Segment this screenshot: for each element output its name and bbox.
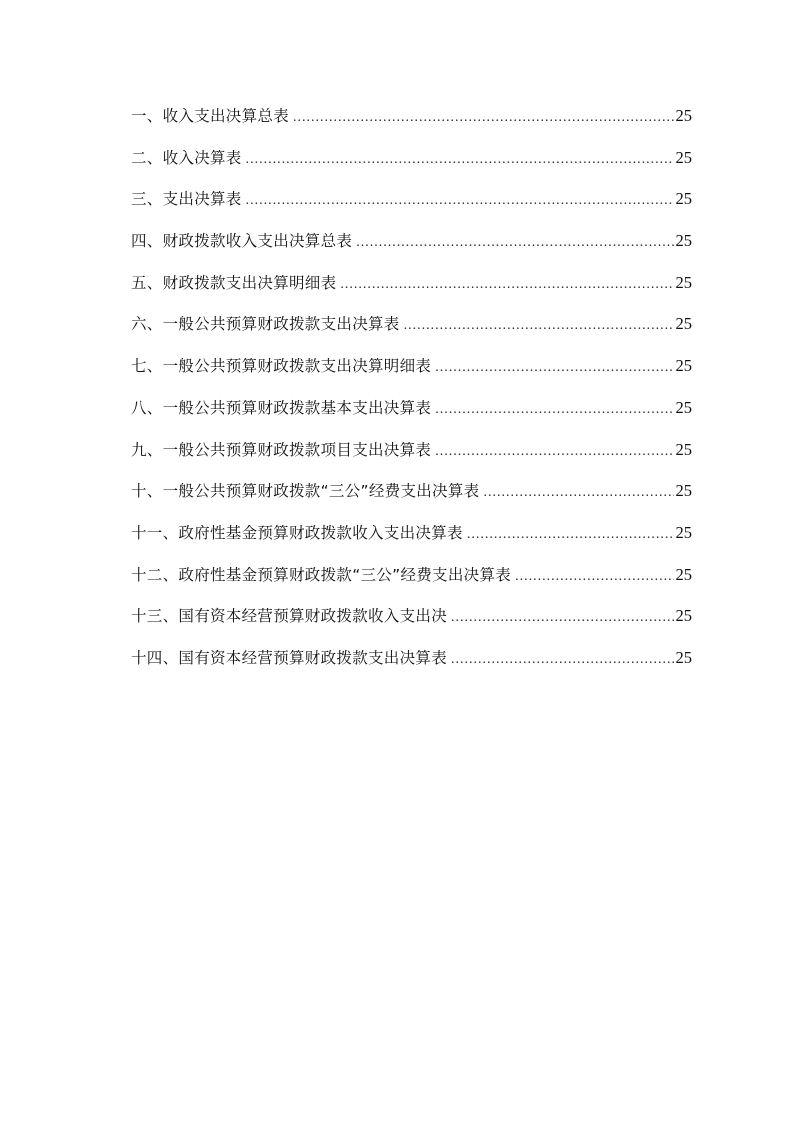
toc-entry-page-number: 25	[675, 606, 692, 626]
toc-entry-page-number: 25	[675, 481, 692, 501]
toc-entry-page-number: 25	[675, 647, 692, 667]
toc-entry-title: 二、收入决算表	[131, 148, 242, 167]
toc-dot-leader	[483, 477, 673, 508]
toc-entry-title: 三、支出决算表	[131, 190, 242, 209]
toc-dot-leader	[246, 185, 674, 216]
toc-entry-title: 八、一般公共预算财政拨款基本支出决算表	[131, 398, 432, 417]
toc-dot-leader	[435, 394, 673, 425]
toc-entry-page-number: 25	[675, 397, 692, 417]
toc-entry[interactable]	[131, 434, 692, 476]
toc-entry-title: 六、一般公共预算财政拨款支出决算表	[131, 315, 400, 334]
toc-dot-leader	[451, 602, 673, 633]
table-of-contents	[131, 100, 692, 684]
toc-entry[interactable]	[131, 600, 692, 642]
toc-dot-leader	[451, 644, 673, 675]
toc-entry-page-number: 25	[675, 147, 692, 167]
toc-entry-page-number: 25	[675, 564, 692, 584]
toc-entry[interactable]	[131, 350, 692, 392]
toc-dot-leader	[356, 227, 673, 258]
toc-entry-title: 一、收入支出决算总表	[131, 107, 290, 125]
toc-entry-title: 四、财政拨款收入支出决算总表	[131, 232, 353, 251]
toc-entry-page-number: 25	[675, 522, 692, 542]
toc-entry-page-number: 25	[675, 272, 692, 292]
toc-dot-leader	[467, 519, 674, 550]
toc-dot-leader	[404, 310, 674, 341]
toc-entry[interactable]	[131, 559, 692, 601]
toc-entry-page-number: 25	[675, 189, 692, 209]
toc-entry-title: 十、一般公共预算财政拨款“三公”经费支出决算表	[131, 482, 480, 501]
toc-dot-leader	[435, 436, 673, 467]
toc-entry[interactable]	[131, 267, 692, 309]
toc-entry[interactable]	[131, 392, 692, 434]
toc-entry-page-number: 25	[675, 439, 692, 459]
toc-dot-leader	[293, 102, 673, 133]
toc-entry[interactable]	[131, 225, 692, 267]
toc-entry[interactable]	[131, 100, 692, 142]
toc-entry-page-number: 25	[675, 231, 692, 251]
toc-entry-page-number: 25	[675, 356, 692, 376]
toc-dot-leader	[340, 269, 673, 300]
toc-dot-leader	[435, 352, 673, 383]
toc-entry[interactable]	[131, 142, 692, 184]
toc-entry-title: 十三、国有资本经营预算财政拨款收入支出决	[131, 607, 448, 626]
toc-entry-title: 五、财政拨款支出决算明细表	[131, 273, 337, 292]
toc-entry-title: 九、一般公共预算财政拨款项目支出决算表	[131, 440, 432, 459]
toc-entry-page-number: 25	[675, 314, 692, 334]
toc-entry[interactable]	[131, 642, 692, 684]
toc-entry-title: 十四、国有资本经营预算财政拨款支出决算表	[131, 648, 448, 667]
toc-entry-title: 十一、政府性基金预算财政拨款收入支出决算表	[131, 523, 463, 542]
toc-entry[interactable]	[131, 308, 692, 350]
toc-entry-title: 十二、政府性基金预算财政拨款“三公”经费支出决算表	[131, 565, 512, 584]
toc-dot-leader	[246, 144, 674, 175]
toc-dot-leader	[515, 561, 673, 592]
toc-entry-page-number: 25	[675, 106, 692, 125]
toc-entry[interactable]	[131, 475, 692, 517]
toc-entry-title: 七、一般公共预算财政拨款支出决算明细表	[131, 357, 432, 376]
toc-entry[interactable]	[131, 183, 692, 225]
toc-entry[interactable]	[131, 517, 692, 559]
